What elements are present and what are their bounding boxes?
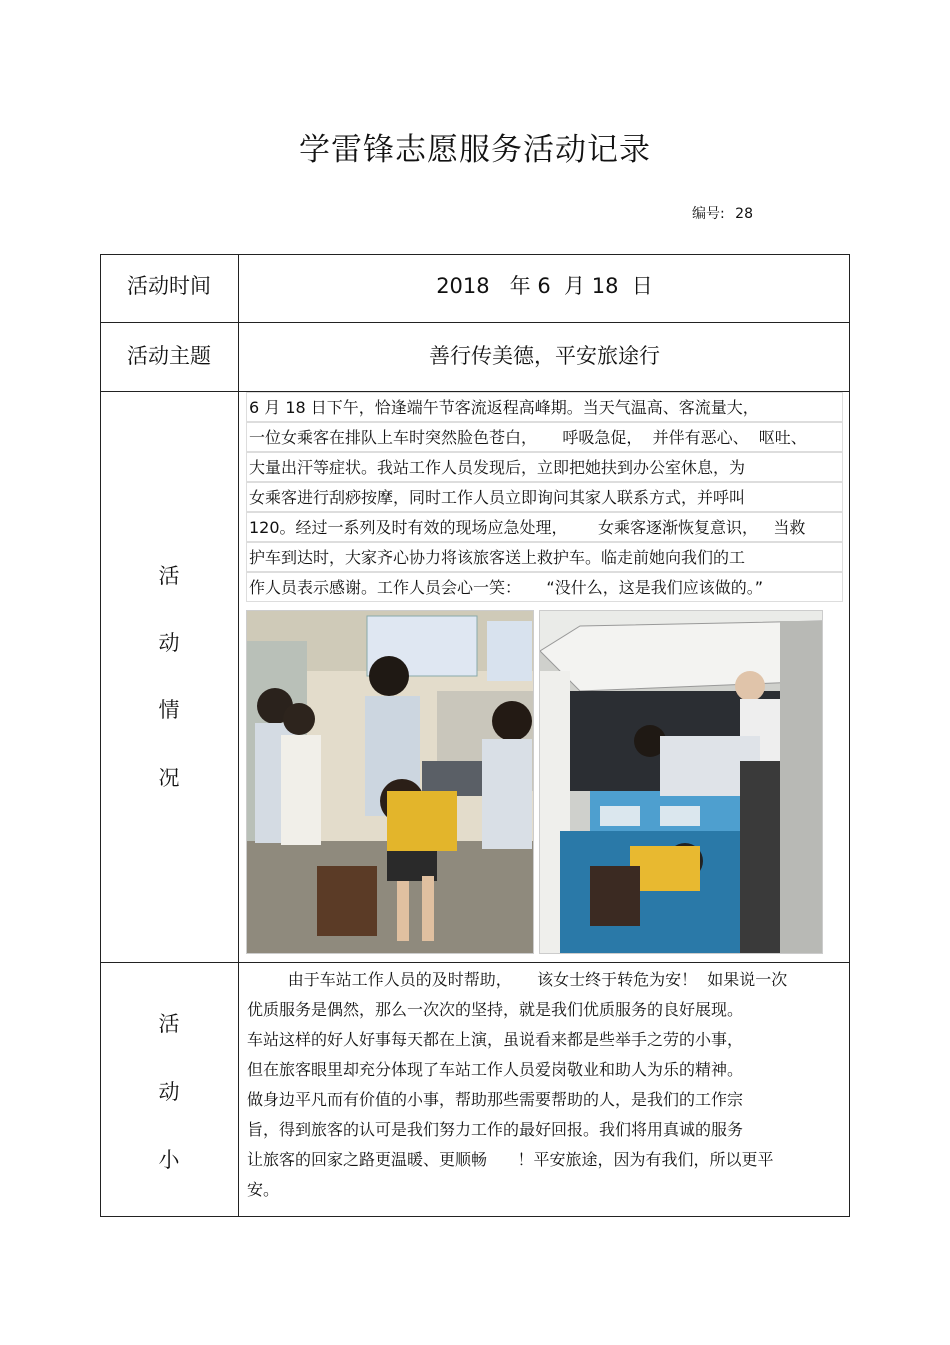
summary-line: 旨，得到旅客的认可是我们努力工作的最好回报。我们将用真诚的服务	[247, 1120, 744, 1139]
situation-line: 护车到达时，大家齐心协力将该旅客送上救护车。临走前她向我们的工	[246, 542, 843, 572]
doc-number	[692, 203, 753, 223]
summary-line: 但在旅客眼里却充分体现了车站工作人员爱岗敬业和助人为乐的精神。	[247, 1060, 744, 1079]
row-divider	[100, 962, 850, 963]
situation-line: 女乘客进行刮痧按摩，同时工作人员立即询问其家人联系方式，并呼叫	[246, 482, 843, 512]
summary-line: 由于车站工作人员的及时帮助， 该女士终于转危为安！ 如果说一次	[247, 970, 788, 989]
doc-number-value: 28	[735, 206, 753, 222]
situation-line: 大量出汗等症状。我站工作人员发现后，立即把她扶到办公室休息，为	[246, 452, 843, 482]
summary-line: 安。	[247, 1180, 280, 1199]
situation-label-char: 情	[158, 698, 180, 722]
summary-label-char: 活	[158, 1012, 180, 1036]
summary-line: 让旅客的回家之路更温暖、更顺畅 ！平安旅途，因为有我们，所以更平	[247, 1150, 774, 1169]
summary-line: 车站这样的好人好事每天都在上演，虽说看来都是些举手之劳的小事，	[247, 1030, 744, 1049]
situation-label-char: 况	[158, 766, 180, 790]
situation-label-char: 活	[158, 564, 180, 588]
situation-line: 120。经过一系列及时有效的现场应急处理， 女乘客逐渐恢复意识， 当救	[246, 512, 843, 542]
situation-line: 作人员表示感谢。工作人员会心一笑： “没什么，这是我们应该做的。”	[246, 572, 843, 602]
column-divider	[238, 254, 239, 1217]
situation-line: 一位女乘客在排队上车时突然脸色苍白， 呼吸急促， 并伴有恶心、 呕吐、	[246, 422, 843, 452]
summary-line: 优质服务是偶然，那么一次次的坚持，就是我们优质服务的良好展现。	[247, 1000, 744, 1019]
situation-line: 6 月 18 日下午，恰逢端午节客流返程高峰期。当天气温高、客流量大，	[246, 392, 843, 422]
situation-label-char: 动	[158, 631, 180, 655]
time-value: 2018 年 6 月 18 日	[436, 274, 653, 298]
doc-number-label: 编号:	[692, 206, 725, 222]
time-label: 活动时间	[127, 274, 211, 298]
summary-line: 做身边平凡而有价值的小事，帮助那些需要帮助的人，是我们的工作宗	[247, 1090, 744, 1109]
summary-label-char: 小	[158, 1148, 180, 1172]
row-divider	[100, 322, 850, 323]
theme-value: 善行传美德，平安旅途行	[429, 344, 660, 368]
photo-ambulance	[539, 610, 823, 954]
theme-label: 活动主题	[127, 344, 211, 368]
situation-text	[246, 392, 843, 602]
page-title: 学雷锋志愿服务活动记录	[299, 132, 651, 168]
summary-label-char: 动	[158, 1080, 180, 1104]
summary-text	[247, 965, 787, 1205]
photo-first-aid-office	[246, 610, 534, 954]
